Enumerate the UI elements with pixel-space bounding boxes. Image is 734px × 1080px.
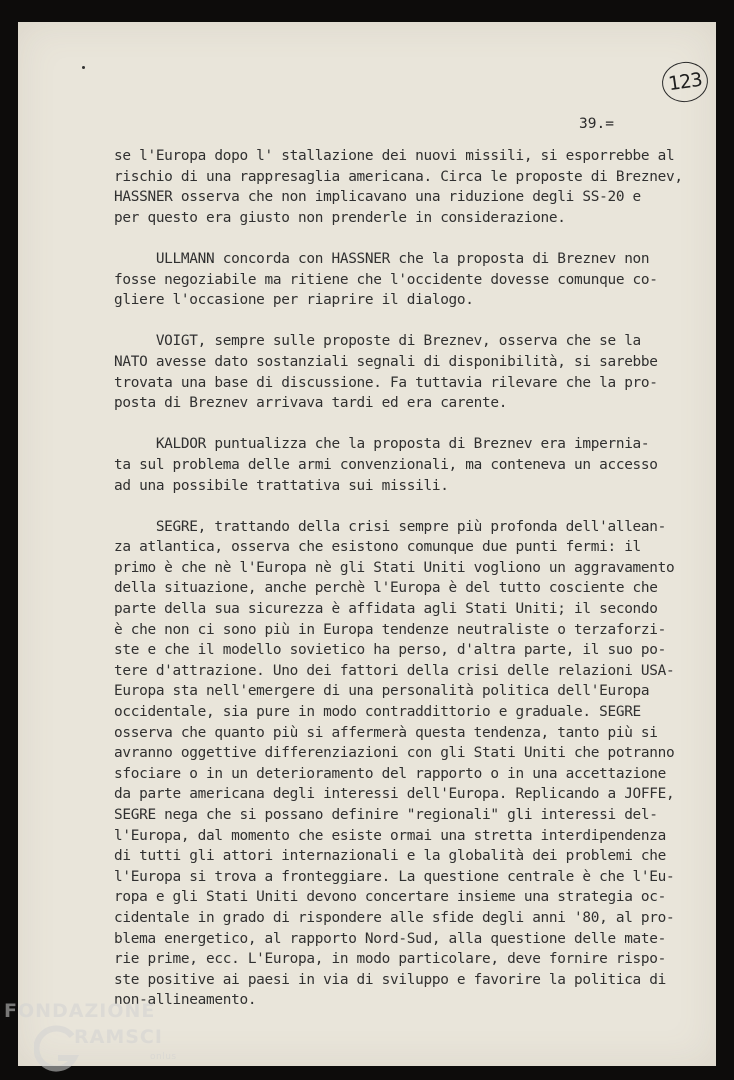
text-line: rie prime, ecc. L'Europa, in modo particolare, deve fornire rispo-: [114, 951, 667, 968]
text-line: non-allineamento.: [114, 992, 257, 1009]
text-line: HASSNER osserva che non implicavano una riduzione degli SS-20 e: [114, 189, 641, 206]
text-line: ad una possibile trattativa sui missili.: [114, 477, 449, 494]
text-line: ropa e gli Stati Uniti devono concertare insieme una strategia oc-: [114, 889, 667, 906]
text-line: ste e che il modello sovietico ha perso, d'altra parte, il suo po-: [114, 642, 667, 659]
text-line: ste positive ai paesi in via di sviluppo e favorire la politica di: [114, 971, 667, 988]
text-line: SEGRE, trattando della crisi sempre più profonda dell'allean-: [114, 518, 667, 535]
text-line: KALDOR puntualizza che la proposta di Breznev era imperniа-: [114, 436, 650, 453]
ink-dot: [82, 66, 85, 69]
text-line: della situazione, anche perchè l'Europa è del tutto cosciente che: [114, 580, 658, 597]
text-line: trovata una base di discussione. Fa tuttavia rilevare che la pro-: [114, 374, 658, 391]
text-line: di tutti gli attori internazionali e la globalità dei problemi che: [114, 848, 667, 865]
watermark-line-2: RAMSCI: [74, 1026, 163, 1048]
folio-number: 123: [659, 59, 710, 105]
text-line: posta di Breznev arrivava tardi ed era carente.: [114, 395, 508, 412]
text-line: ULLMANN concorda con HASSNER che la proposta di Breznev non: [114, 250, 650, 267]
text-line: fosse negoziabile ma ritiene che l'occidente dovesse comunque co-: [114, 271, 658, 288]
text-line: primo è che nè l'Europa nè gli Stati Uniti vogliono un aggravamento: [114, 559, 675, 576]
text-line: occidentale, sia pure in modo contraddittorio e graduale. SEGRE: [114, 704, 641, 721]
text-line: è che non ci sono più in Europa tendenze neutraliste o terzaforzi-: [114, 621, 667, 638]
text-line: tere d'attrazione. Uno dei fattori della crisi delle relazioni USA-: [114, 662, 675, 679]
text-line: osserva che quanto più si affermerà questa tendenza, tanto più si: [114, 724, 658, 741]
text-line: za atlantica, osserva che esistono comunque due punti fermi: il: [114, 539, 641, 556]
text-line: blema energetico, al rapporto Nord-Sud, alla questione delle mate-: [114, 930, 667, 947]
watermark-line-1: FONDAZIONE: [4, 1000, 156, 1022]
text-line: SEGRE nega che si possano definire "regionali" gli interessi del-: [114, 807, 658, 823]
text-line: NATO avesse dato sostanziali segnali di disponibilità, si sarebbe: [114, 353, 658, 370]
page-number: 39.=: [579, 116, 614, 132]
document-page: [18, 22, 716, 1066]
text-line: Europa sta nell'emergere di una personalità politica dell'Europa: [114, 683, 650, 700]
fondazione-gramsci-watermark: [4, 1000, 204, 1076]
text-line: sfociare o in un deterioramento del rapporto o in una accettazione: [114, 765, 667, 782]
text-line: VOIGT, sempre sulle proposte di Breznev, osserva che se la: [114, 333, 641, 350]
text-line: parte della sua sicurezza è affidata agli Stati Uniti; il secondo: [114, 601, 658, 618]
text-line: cidentale in grado di rispondere alle sfide degli anni '80, al pro-: [114, 909, 675, 926]
text-line: gliere l'occasione per riaprire il dialogo.: [114, 292, 474, 309]
text-line: per questo era giusto non prenderle in considerazione.: [114, 209, 566, 226]
text-line: rischio di una rappresaglia americana. Circa le proposte di Breznev,: [114, 168, 683, 185]
text-line: l'Europa, dal momento che esiste ormai una stretta interdipendenza: [114, 827, 667, 844]
text-line: ta sul problema delle armi convenzionali, ma conteneva un accesso: [114, 456, 658, 473]
text-line: l'Europa si trova a fronteggiare. La questione centrale è che l'Eu-: [114, 868, 675, 885]
text-line: avranno oggettive differenziazioni con gli Stati Uniti che potranno: [114, 745, 675, 762]
watermark-onlus: onlus: [150, 1052, 177, 1062]
body-text: [114, 146, 683, 1011]
text-line: da parte americana degli interessi dell'Europa. Replicando a JOFFE,: [114, 786, 675, 803]
text-line: se l'Europa dopo l' stallazione dei nuovi missili, si esporrebbe al: [114, 148, 675, 164]
